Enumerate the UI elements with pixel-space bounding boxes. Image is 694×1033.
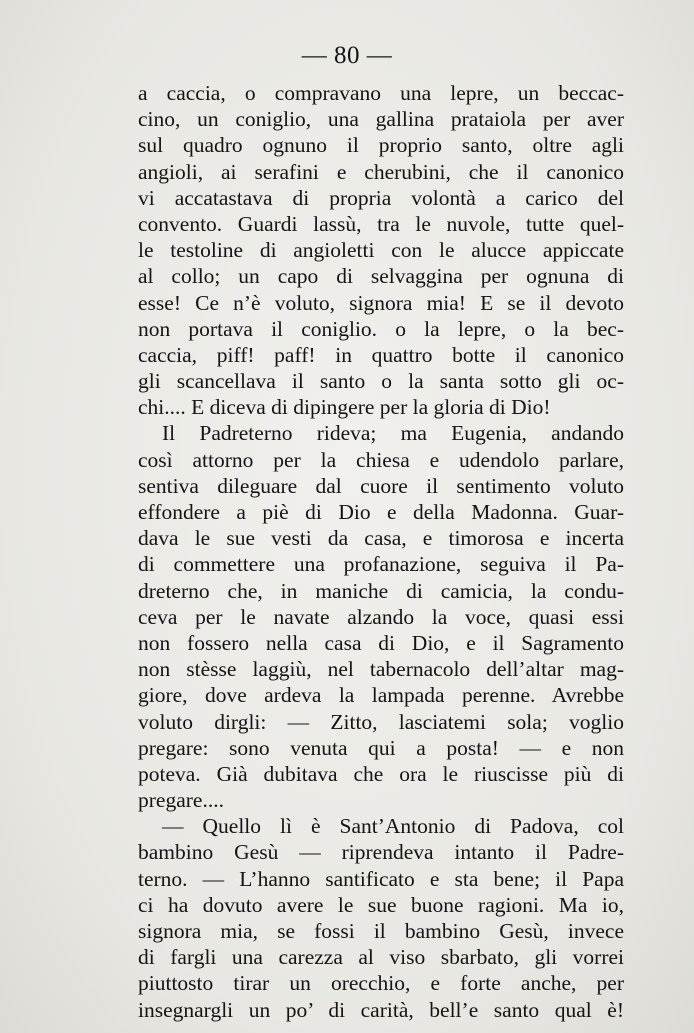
text-line: non portava il coniglio. o la lepre, o la bec- xyxy=(138,316,624,341)
text-line: dreterno che, in maniche di camicia, la condu- xyxy=(138,578,624,603)
text-line: poteva. Già dubitava che ora le riuscisse più di xyxy=(138,761,624,786)
text-line: pregare.... xyxy=(138,788,224,813)
text-line: non stèsse laggiù, nel tabernacolo dell’altar mag- xyxy=(138,657,624,682)
text-line: sentiva dileguare dal cuore il sentimento voluto xyxy=(138,473,624,498)
text-line: ci ha dovuto avere le sue buone ragioni. Ma io, xyxy=(138,892,624,917)
text-line: a caccia, o compravano una lepre, un beccac- xyxy=(138,81,624,105)
text-line: bambino Gesù — riprendeva intanto il Padre- xyxy=(138,840,624,865)
text-line: di commettere una profanazione, seguiva il Pa- xyxy=(138,552,624,577)
text-line: al collo; un capo di selvaggina per ognuna di xyxy=(138,264,624,289)
text-line: così attorno per la chiesa e udendolo parlare, xyxy=(138,447,624,472)
text-line: — Quello lì è Sant’Antonio di Padova, col xyxy=(162,814,624,839)
text-line: caccia, piff! paff! in quattro botte il canonico xyxy=(138,342,624,367)
text-line: convento. Guardi lassù, tra le nuvole, tutte quel- xyxy=(138,211,624,236)
text-line: di fargli una carezza al viso sbarbato, gli vorrei xyxy=(138,945,624,970)
text-line: gli scancellava il santo o la santa sotto gli oc- xyxy=(138,369,624,394)
text-line: le testoline di angioletti con le alucce appiccate xyxy=(138,238,624,263)
text-line: non fossero nella casa di Dio, e il Sagramento xyxy=(138,630,624,655)
text-line: voluto dirgli: — Zitto, lasciatemi sola; voglio xyxy=(138,709,624,734)
text-line: terno. — L’hanno santificato e sta bene; il Papa xyxy=(138,866,624,891)
text-line: piuttosto tirar un orecchio, e forte anche, per xyxy=(138,971,624,996)
text-line: pregare: sono venuta qui a posta! — e non xyxy=(138,735,624,760)
text-line: cino, un coniglio, una gallina prataiola per aver xyxy=(138,107,624,132)
text-line: vi accatastava di propria volontà a carico del xyxy=(138,185,624,210)
text-line: signora mia, se fossi il bambino Gesù, invece xyxy=(138,919,624,943)
text-line: esse! Ce n’è voluto, signora mia! E se il devoto xyxy=(138,290,624,315)
text-line: insegnargli un po’ di carità, bell’e santo qual è! xyxy=(138,997,624,1022)
text-line: effondere a piè di Dio e della Madonna. Guar- xyxy=(138,500,624,524)
body-text xyxy=(138,80,624,1023)
text-line: ceva per le navate alzando la voce, quasi essi xyxy=(138,604,624,629)
text-line: giore, dove ardeva la lampada perenne. Avrebbe xyxy=(138,683,624,708)
text-line: angioli, ai serafini e cherubini, che il canonico xyxy=(138,159,624,184)
text-line: dava le sue vesti da casa, e timorosa e incerta xyxy=(138,526,624,551)
text-line: sul quadro ognuno il proprio santo, oltre agli xyxy=(138,133,624,158)
page-number: — 80 — xyxy=(301,42,393,69)
text-line: chi.... E diceva di dipingere per la gloria di Dio! xyxy=(138,395,551,420)
text-line: Il Padreterno rideva; ma Eugenia, andando xyxy=(162,421,624,446)
